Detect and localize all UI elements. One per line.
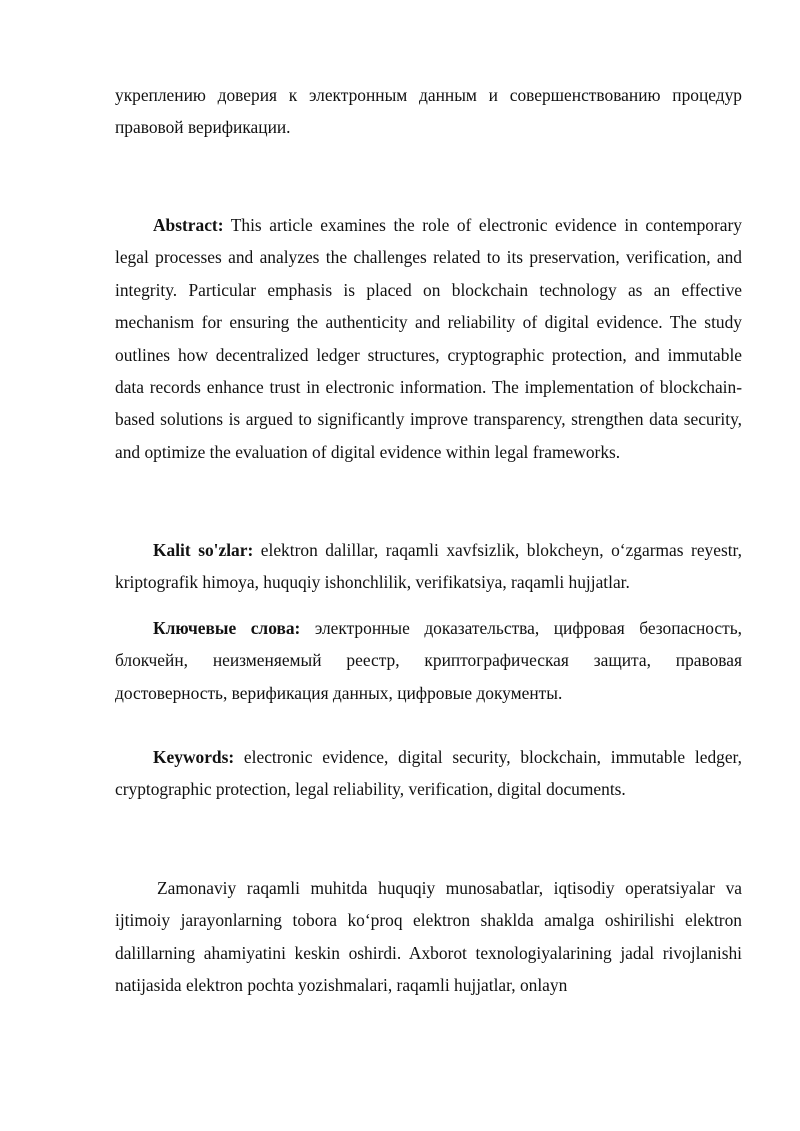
keywords-ru-text: электронные доказательства, цифровая безопасность, блокчейн, неизменяемый реестр, криптографическая защита, правовая достоверность, верификация данных, цифровые документы. bbox=[115, 618, 742, 703]
keywords-en-label: Keywords: bbox=[153, 747, 235, 767]
body-paragraph bbox=[115, 872, 742, 1002]
abstract-text: This article examines the role of electronic evidence in contemporary legal processes and analyzes the challenges related to its preservation, verification, and integrity. Particular emphasis is placed on blockchain technology as an effective mechanism for ensuring the authenticity and reliability of digital evidence. The study outlines how decentralized ledger structures, cryptographic protection, and immutable data records enhance trust in electronic information. The implementation of blockchain-based solutions is argued to significantly improve transparency, strengthen data security, and optimize the evaluation of digital evidence within legal frameworks. bbox=[115, 215, 742, 462]
continuation-text: укреплению доверия к электронным данным и совершенствованию процедур правовой верификации. bbox=[115, 85, 742, 138]
keywords-uz-paragraph bbox=[115, 534, 742, 599]
abstract-label: Abstract: bbox=[153, 215, 224, 235]
body-text: Zamonaviy raqamli muhitda huquqiy munosabatlar, iqtisodiy operatsiyalar va ijtimoiy jarayonlarning tobora ko‘proq elektron shaklda amalga oshirilishi elektron dalillarning ahamiyatini keskin oshirdi. Axborot texnologiyalarining jadal rivojlanishi natijasida elektron pochta yozishmalari, raqamli hujjatlar, onlayn bbox=[115, 878, 742, 996]
keywords-en-paragraph bbox=[115, 741, 742, 806]
keywords-uz-label: Kalit so'zlar: bbox=[153, 540, 254, 560]
keywords-ru-paragraph bbox=[115, 612, 742, 709]
keywords-en-text: electronic evidence, digital security, blockchain, immutable ledger, cryptographic protection, legal reliability, verification, digital documents. bbox=[115, 747, 742, 800]
continuation-paragraph bbox=[115, 79, 742, 144]
abstract-paragraph bbox=[115, 209, 742, 468]
keywords-ru-label: Ключевые слова: bbox=[153, 618, 301, 638]
keywords-uz-text: elektron dalillar, raqamli xavfsizlik, blokcheyn, o‘zgarmas reyestr, kriptografik himoya, huquqiy ishonchlilik, verifikatsiya, raqamli hujjatlar. bbox=[115, 540, 742, 593]
